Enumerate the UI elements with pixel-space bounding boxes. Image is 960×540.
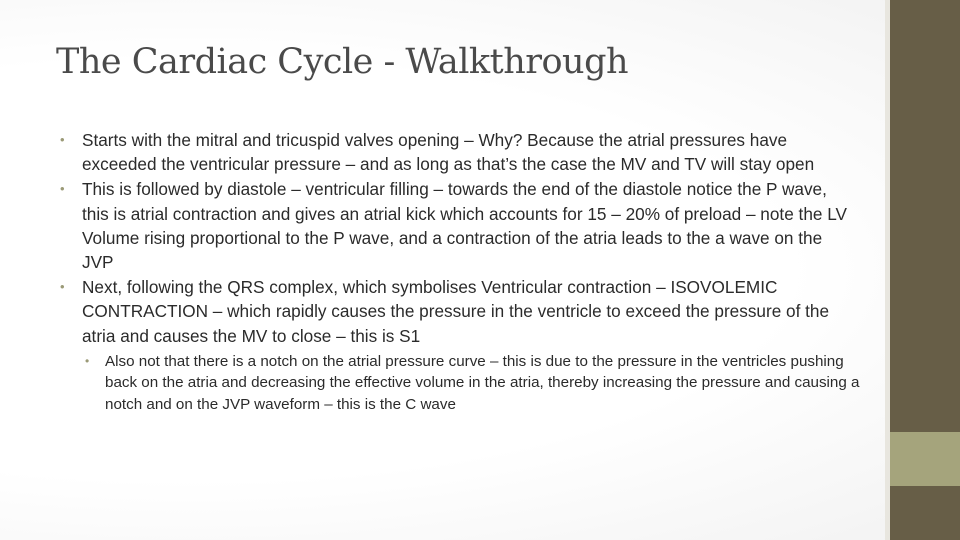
sub-bullet-text: Also not that there is a notch on the atrial pressure curve – this is due to the pressure in the ventricles pushing back on the atria and decreasing the effective volume in the atria, thereby increasing the pressure and causing a notch and on the JVP waveform – this is the C wave [105, 352, 860, 413]
bullet-item [56, 177, 856, 274]
sub-bullet-dot: • [85, 353, 90, 368]
bullet-list [56, 128, 860, 416]
bullet-dot: • [60, 181, 65, 197]
bullet-text: Starts with the mitral and tricuspid valves opening – Why? Because the atrial pressures have exceeded the ventricular pressure – and as long as that’s the case the MV and TV will stay open [82, 130, 815, 175]
bullet-text: Next, following the QRS complex, which symbolises Ventricular contraction – ISOVOLEMIC CONTRACTION – which rapidly causes the pressure in the ventricle to exceed the pressure of the atria and causes the MV to close – this is S1 [82, 277, 830, 346]
side-accent-block [890, 432, 960, 486]
sub-bullet-item [82, 351, 862, 416]
bullet-item [56, 128, 856, 176]
bullet-item [56, 275, 860, 415]
bullet-text: This is followed by diastole – ventricular filling – towards the end of the diastole notice the P wave, this is atrial contraction and gives an atrial kick which accounts for 15 – 20% of preload – note the LV Volume rising proportional to the P wave, and a contraction of the atria leads to the a wave on the JVP [82, 179, 847, 273]
bullet-dot: • [60, 279, 65, 295]
slide-title: The Cardiac Cycle - Walkthrough [56, 42, 629, 82]
bullet-dot: • [60, 132, 65, 147]
sub-bullet-list [82, 351, 860, 416]
